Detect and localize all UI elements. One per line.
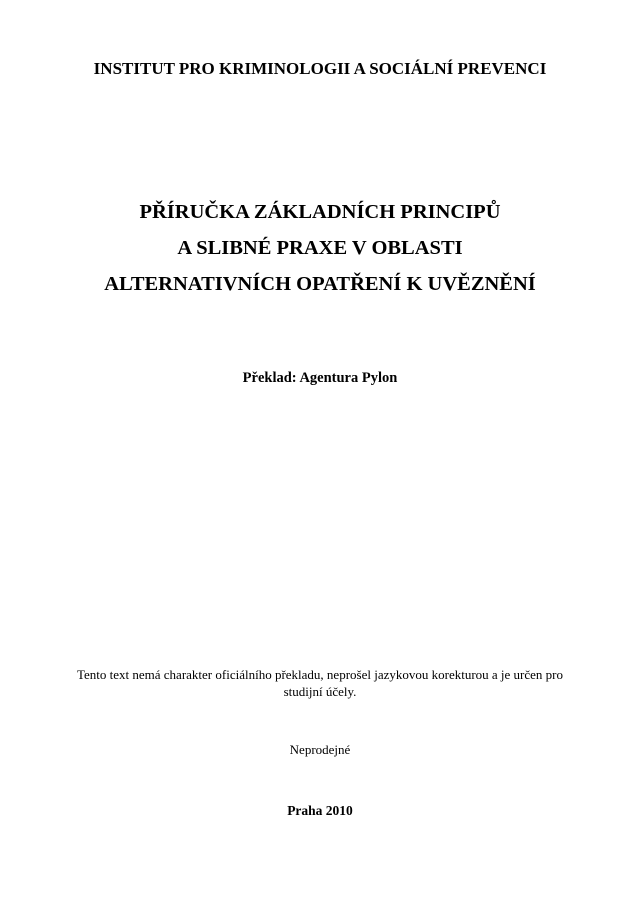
disclaimer-line-2: studijní účely. [283,684,357,699]
place-and-year: Praha 2010 [287,803,353,818]
disclaimer [0,666,640,700]
title-line-1: PŘÍRUČKA ZÁKLADNÍCH PRINCIPŮ [139,201,501,223]
institute-name: INSTITUT PRO KRIMINOLOGII A SOCIÁLNÍ PREVENCI [93,59,547,78]
disclaimer-line-1: Tento text nemá charakter oficiálního překladu, neprošel jazykovou korekturou a je určen pro [76,667,564,682]
title-line-2: A SLIBNÉ PRAXE V OBLASTI [177,237,463,259]
translation-credit: Překlad: Agentura Pylon [242,370,398,386]
title-line-3: ALTERNATIVNÍCH OPATŘENÍ K UVĚZNĚNÍ [104,273,536,295]
not-for-sale-note: Neprodejné [289,742,351,757]
